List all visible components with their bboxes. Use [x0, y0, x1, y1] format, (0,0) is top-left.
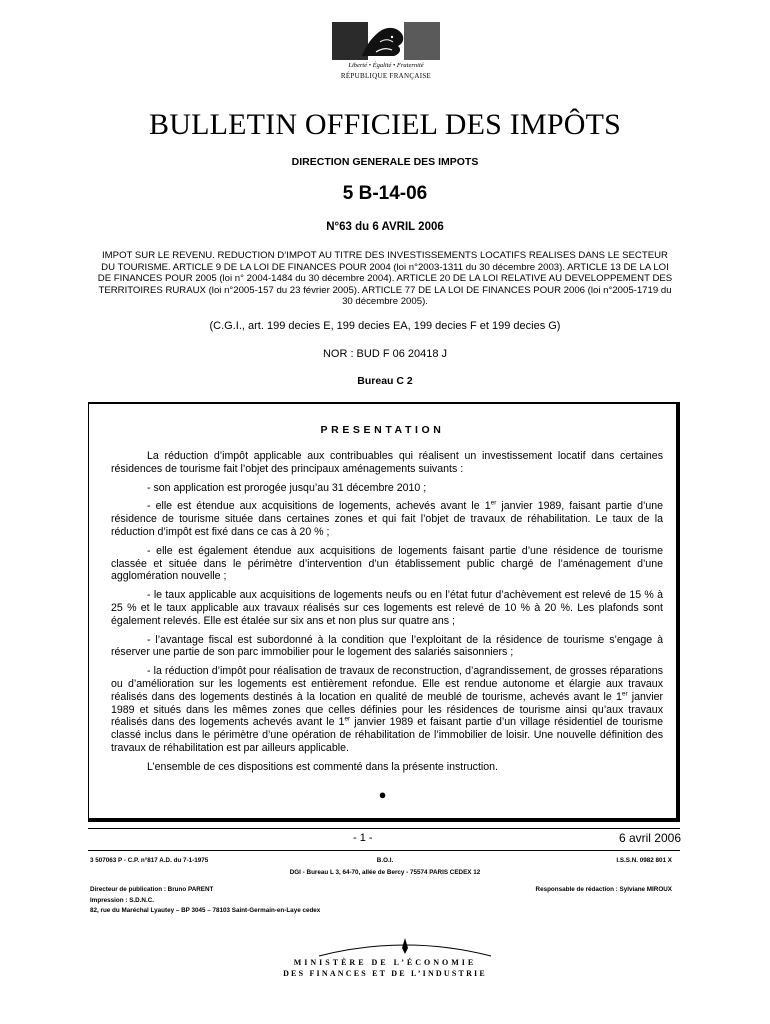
cgi-reference: (C.G.I., art. 199 decies E, 199 decies EA, 199 decies F et 199 decies G) — [209, 320, 561, 332]
end-bullet: ● — [378, 787, 387, 802]
ministry-name-line2: DES FINANCES ET DE L’INDUSTRIE — [283, 969, 487, 978]
page-number: - 1 - — [353, 832, 373, 844]
ministry-name-line1: MINISTÈRE DE L’ÉCONOMIE — [293, 958, 477, 967]
paragraph: - elle est étendue aux acquisitions de logements, achevés avant le 1er janvier 1989, faisant partie d’une résidence de tourisme située dans certaines zones et qui fait l’objet de travaux de réhabilitation. Le taux de la réduction d’impôt est fixé dans ce cas à 20 % ; — [111, 499, 663, 538]
publication-code: 3 507063 P - C.P. n°817 A.D. du 7-1-1975 — [90, 857, 209, 864]
paragraph: - la réduction d’impôt pour réalisation de travaux de reconstruction, d’agrandissement, de grosses réparations ou d’amélioration sur les logements est entièrement refondue. Elle est rendue autonome et élargie aux travaux réalisés dans des logements destinés à la location en qualité de meublé de tourisme, achevés avant le 1er janvier 1989 et situés dans les mêmes zones que celles définies pour les résidences de tourisme ainsi qu’aux travaux réalisés dans des logements achevés avant le 1er janvier 1989 et faisant partie d’un village résidentiel de tourisme classé inclus dans le périmètre d’une opération de réhabilitation de l’immobilier de loisir. Une nouvelle définition des travaux de réhabilitation est par ailleurs applicable. — [111, 665, 664, 754]
issue-number: N°63 du 6 AVRIL 2006 — [326, 221, 444, 233]
issn: I.S.S.N. 0982 801 X — [616, 857, 672, 864]
printer-address: 82, rue du Maréchal Lyautey – BP 3045 – 78103 Saint-Germain-en-Laye cedex — [90, 907, 321, 914]
editor-in-chief: Responsable de rédaction : Sylviane MIROUX — [535, 886, 672, 893]
logo-motto: Liberté • Égalité • Fraternité — [348, 62, 424, 69]
bulletin-reference: 5 B-14-06 — [342, 183, 428, 204]
bulletin-title: BULLETIN OFFICIEL DES IMPÔTS — [149, 108, 621, 141]
dgi-address: DGI - Bureau L 3, 64-70, allée de Bercy - 75574 PARIS CEDEX 12 — [289, 869, 481, 876]
ministry-emblem-icon — [315, 936, 495, 960]
paragraph: - elle est également étendue aux acquisitions de logements faisant partie d’une résidence de tourisme classée et située dans le périmètre d’intervention d’un établissement public chargé de l’aménagement d’une agglomération nouvelle ; — [111, 544, 663, 583]
presentation-body — [111, 450, 663, 780]
direction-heading: DIRECTION GENERALE DES IMPOTS — [291, 156, 479, 168]
imprint-divider — [88, 850, 680, 851]
marianne-logo-icon — [332, 22, 440, 60]
footer-date: 6 avril 2006 — [618, 831, 681, 845]
logo-republic-name: RÉPUBLIQUE FRANÇAISE — [340, 72, 432, 80]
paragraph: L’ensemble de ces dispositions est commenté dans la présente instruction. — [147, 760, 498, 773]
nor-reference: NOR : BUD F 06 20418 J — [322, 348, 448, 360]
publication-director: Directeur de publication : Bruno PARENT — [90, 886, 214, 893]
printer: Impression : S.D.N.C. — [90, 897, 155, 904]
paragraph: La réduction d’impôt applicable aux contribuables qui réalisent un investissement locatif dans certaines résidences de tourisme fait l’objet des principaux aménagements suivants : — [111, 450, 663, 475]
republique-francaise-logo — [332, 22, 440, 84]
paragraph: - l’avantage fiscal est subordonné à la condition que l’exploitant de la résidence de tourisme s’engage à réserver une partie de son parc immobilier pour le logement des salariés saisonniers ; — [111, 633, 663, 659]
boi-label: B.O.I. — [376, 857, 394, 864]
bureau-label: Bureau C 2 — [357, 375, 413, 387]
presentation-title: PRESENTATION — [320, 424, 445, 436]
paragraph: - son application est prorogée jusqu’au 31 décembre 2010 ; — [147, 481, 427, 494]
subject-summary: IMPOT SUR LE REVENU. REDUCTION D’IMPOT AU TITRE DES INVESTISSEMENTS LOCATIFS REALISES DANS LE SECTEUR DU TOURISME. ARTICLE 9 DE LA LOI DE FINANCES POUR 2004 (loi n°2003-1311 du 30 décembre 2003). ARTICLE 13 DE LA LOI DE FINANCES POUR 2005 (loi n° 2004-1484 du 30 décembre 2004). ARTICLE 20 DE LA LOI RELATIVE AU DEVELOPPEMENT DES TERRITOIRES RURAUX (loi n°2005-157 du 23 février 2005). ARTICLE 77 DE LA LOI DE FINANCES POUR 2006 (loi n°2005-1719 du 30 décembre 2005). — [97, 250, 673, 308]
paragraph: - le taux applicable aux acquisitions de logements neufs ou en l’état futur d’achèvement est relevé de 15 % à 25 % et le taux applicable aux travaux réalisés sur ces logements est relevé de 10 % à 20 %. Les plafonds sont également relevés. Elle est étalée sur six ans et non plus sur quatre ans ; — [111, 589, 663, 627]
footer-divider — [88, 828, 680, 829]
presentation-box — [88, 402, 680, 822]
